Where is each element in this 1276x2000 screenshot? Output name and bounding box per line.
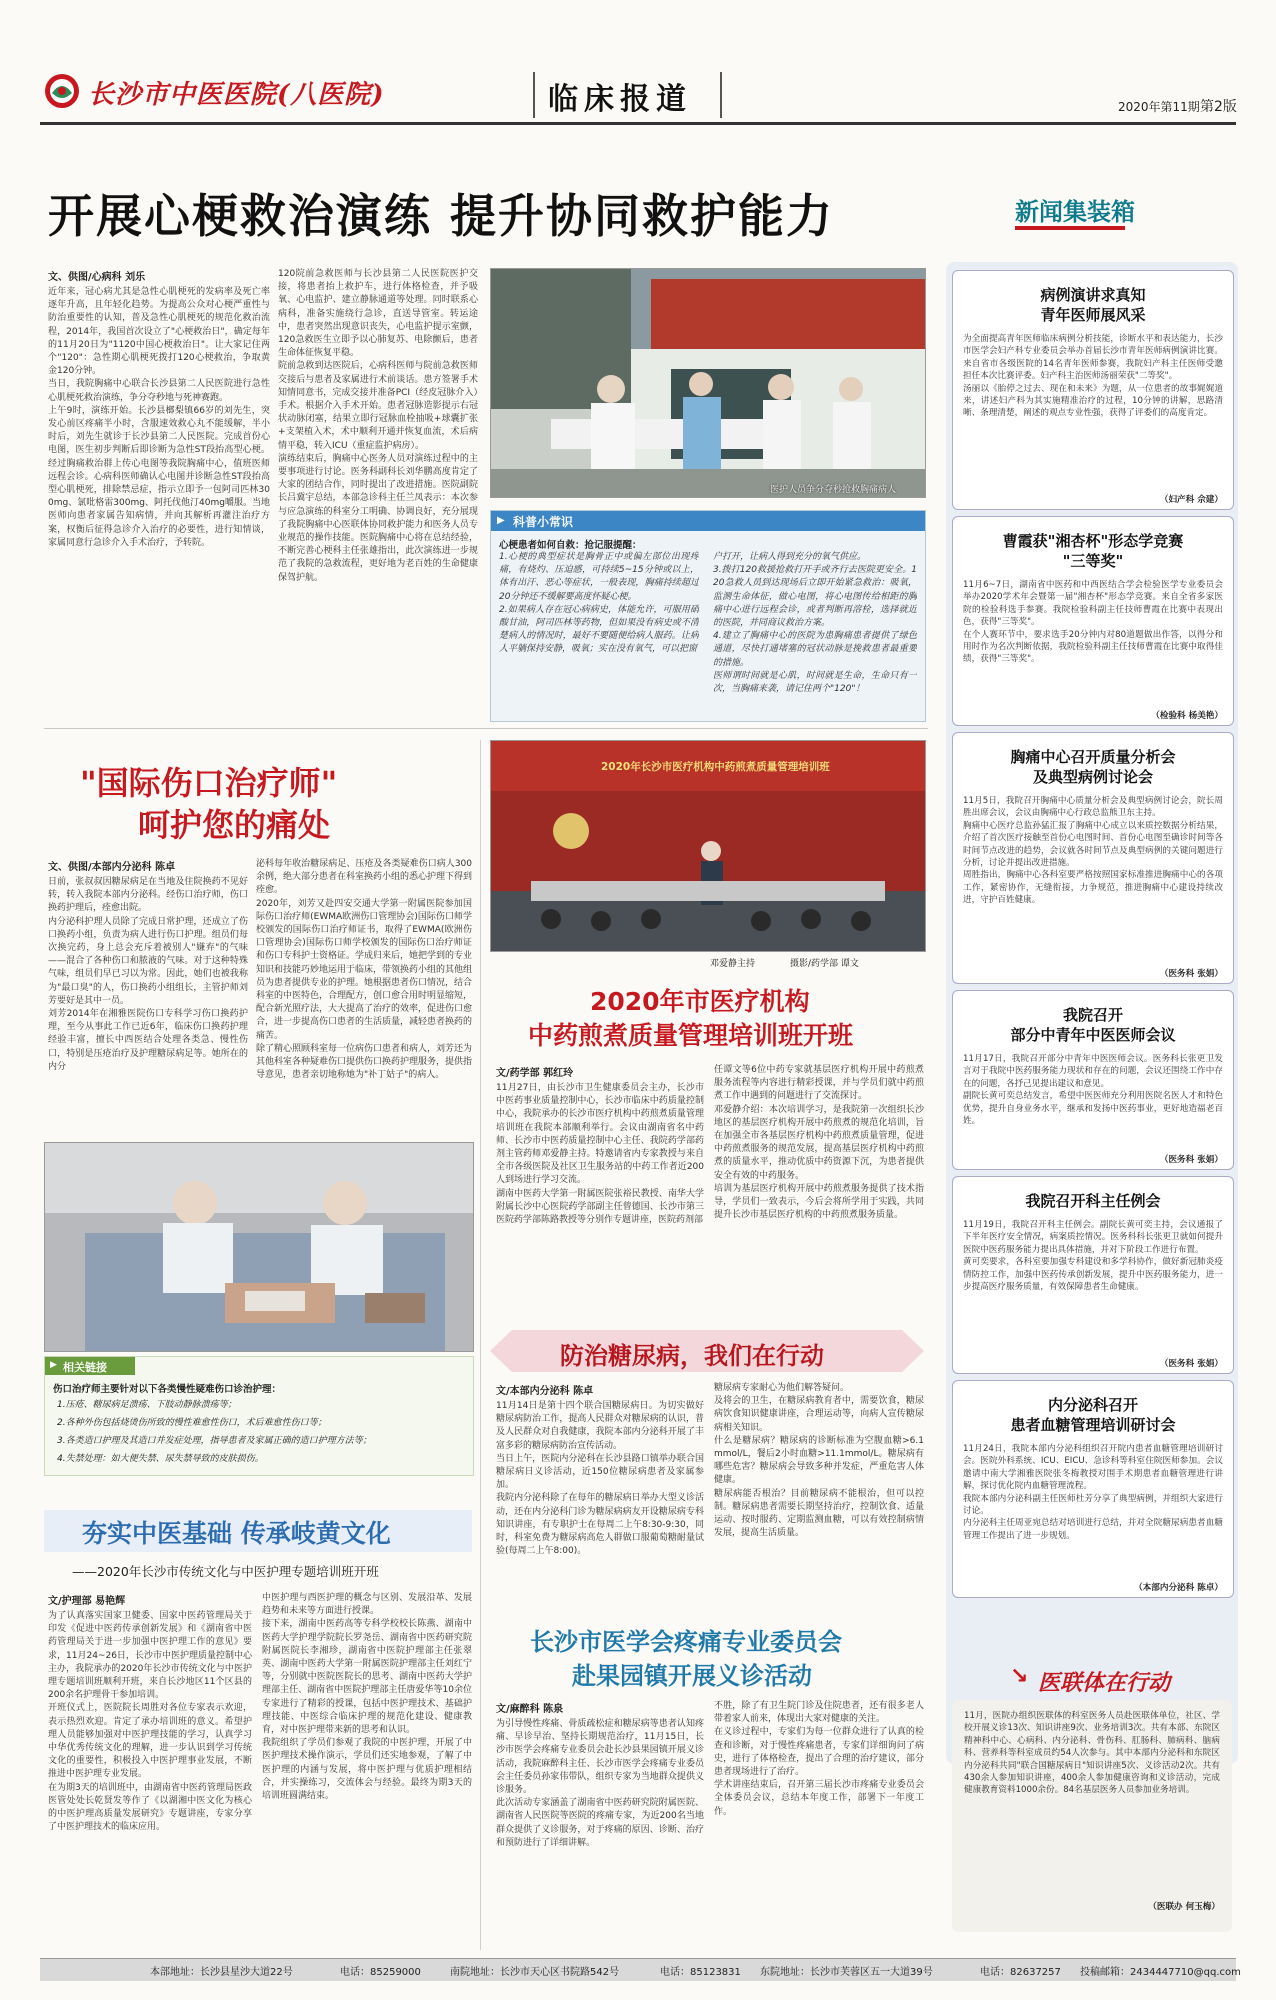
diabetes-byline: 文/本部内分泌科 陈卓: [496, 1386, 594, 1397]
hospital-logo-icon: [44, 73, 80, 109]
sidebar-item-text: 11月19日，我院召开科主任例会。副院长黄可奕主持，会议通报了下半年医疗安全情况，病案质控情况。医务科科长张更卫就如何提升医院中医药服务能力提出具体措施，并对下阶段工作进行布置。 黄可奕要求，各科室要加强专科建设和多学科协作，做好新冠肺炎疫情防控工作，加强中医药传承创新发展，提升中医药服务能力，进一步提高医疗服务质量，有效保障患者生命健康。: [963, 1220, 1223, 1293]
sidebar-item-title: "三等奖": [1062, 552, 1124, 570]
alliance-text: 11月，医院办组织医联体的科室医务人员赴医联体单位，社区、学校开展义诊13次、知识讲座9次、业务培训3次。共有本部、东院区精神科中心、心病科、内分泌科、骨伤科、肛肠科、肺病科、脑病科、营养科等科室成员约54人次参与。其中本部内分泌科和东院区内分泌科共同"联合国糖尿病日"知识讲座5次、义诊活动2次。共有430余人参加知识讲座，400余人参加健康咨询和义诊活动，完成健康教育资料1000余份。84名基层医务人员参加业务培训。: [964, 1711, 1220, 1796]
sidebar-item-morphology: [952, 516, 1234, 726]
related-link-header: [45, 1357, 135, 1375]
sidebar-item-title: 我院召开科主任例会: [1025, 1192, 1161, 1210]
science-box-title: 科普小常识: [513, 515, 574, 529]
footer-tel-south: 电话：85123831: [660, 1967, 741, 1978]
training-headline-2: 中药煎煮质量管理培训班开班: [528, 1021, 854, 1050]
tcm-headline: 夯实中医基础 传承岐黄文化: [82, 1519, 391, 1548]
pain-headline-1: 长沙市医学会疼痛专业委员会: [530, 1628, 842, 1656]
sidebar-item-title: 病例演讲求真知: [1040, 286, 1146, 304]
sidebar-item-sign: （检验科 杨美艳）: [1151, 711, 1223, 721]
tcm-col1: 为了认真落实国家卫健委、国家中医药管理局关于印发《促进中医药传承创新发展》和《湖南省中医药管理局关于进一步加强中医护理工作的意见》要求，11月24~26日，长沙市中医护理质量控制中心主办，我院承办的2020年长沙市传统文化与中医护理专题培训班顺利开班，来自长沙地区11个区县的200余名护理骨干参加培训。 开班仪式上，医院院长周胜对各位专家表示欢迎，表示热烈欢迎。肯定了承办培训班的意义。希望护理人员能够加强对中医护理技能的学习，认真学习中华优秀传统文化的理解，进一步认识到学习传统文化的重要性，积极投入中医护理事业发展，不断推进中医护理专业发展。 在为期3天的培训班中，由湖南省中医药管理局医政医管处处长乾贤发等作了《以湖湘中医文化为核心的中医护理高质量发展研究》专题讲座，专家分享了中医护理技术的临床应用。: [48, 1611, 252, 1833]
sidebar-item-dept-meeting: [952, 1176, 1234, 1374]
training-photo: [490, 740, 926, 952]
sidebar-title: 新闻集装箱: [1015, 198, 1135, 226]
main-headline: 开展心梗救治演练 提升协同救护能力: [48, 189, 835, 243]
main-article-col1: 近年来，冠心病尤其是急性心肌梗死的发病率及死亡率逐年升高，且年轻化趋势。为提高公众对心梗严重性与防治重要性的认知，普及急性心肌梗死的规范化救治流程，2014年，我国首次设立了"心梗救治日"，确定每年的11月20日为"1120中国心梗救治日"。让大家记住两个"120"：急性期心肌梗死拨打120心梗救治，争取黄金120分钟。 当日，我院胸痛中心联合长沙县第二人民医院进行急性心肌梗死救治演练，争分夺秒地与死神赛跑。 上午9时，演练开始。长沙县榔梨镇66岁的刘先生，突发心前区疼痛半小时，含服速效救心丸不能缓解，半小时后，刘先生就诊于长沙县第二人民医院。完成首份心电图，医生初步判断后即诊断为急性ST段抬高型心梗。经过胸痛救治群上传心电图等我院胸痛中心，值班医师远程会诊。心病科医师确认心电图并诊断急性ST段抬高型心肌梗死，排除禁忌症，指示立即予一包阿司匹林300mg、氯吡格雷300mg、阿托伐他汀40mg嚼服。当地医师向患者家属告知病情，并向其解析再灌注治疗方案，权衡后征得急诊介入治疗的必要性，进行知情谈，家属同意行急诊介入手术治疗，予转院。: [48, 287, 270, 548]
diabetes-banner: [490, 1330, 924, 1372]
section-divider: [44, 728, 928, 729]
sidebar-item-text: 11月5日，我院召开胸痛中心质量分析会及典型病例讨论会，院长周胜出席会议，会议由胸痛中心行政总监熊卫东主持。 胸痛中心医疗总监孙猛汇报了胸痛中心成立以来质控数据分析结果，介绍了首次医疗接触至首份心电图时间、首份心电图至确诊时间等各时间节点改进的趋势，会议就各时间节点及典型病例的关键问题进行分析，讨论并提出改进措施。 周胜指出，胸痛中心各科室要严格按照国家标准推进胸痛中心的各项工作，紧密协作，无缝衔接，力争规范，推进胸痛中心建设持续改进，守护百姓健康。: [963, 796, 1223, 906]
wound-col1: 日前，张叔叔因糖尿病足在当地及住院换药不见好转，转入我院本部内分泌科。经伤口治疗师，伤口换药护理后，痊愈出院。 内分泌科护理人员除了完成日常护理，还成立了伤口换药小组，负责为病人进行伤口护理。组员们每次换完药，身上总会充斥着被别人"嫌弃"的气味——混合了各种伤口和脓液的气味。对于这种特殊气味，组员们早已习以为常。因此，她们也被我称为"最口臭"的人，伤口换药小组组长，主管护师刘芳要好是其中一员。 刘芳2014年在湘雅医院伤口专科学习伤口换药护理，至今从事此工作已近6年，临床伤口换药护理经验丰富，擅长中西医结合处理各类急、慢性伤口，特别是压疮治疗及护理糖尿病足等。她所在的内分: [48, 877, 248, 1072]
sidebar-item-title: 我院召开: [1062, 1006, 1123, 1024]
related-item: 2.各种外伤包括烧烫伤所致的慢性难愈性伤口，术后难愈性伤口等；: [57, 1418, 327, 1428]
related-item: 3.各类造口护理及其造口并发症处理，指导患者及家属正确的造口护理方法等；: [57, 1436, 372, 1446]
sidebar-item-young-doctors: [952, 990, 1234, 1170]
diabetes-col1: 11月14日是第十四个联合国糖尿病日。为切实做好糖尿病防治工作，提高人民群众对糖尿病的认识，普及人民群众对自我健康，我院本部内分泌科开展了丰富多彩的糖尿病防治宣传活动。 当日上午，医院内分泌科在长沙县路口镇举办联合国糖尿病日义诊活动，近150位糖尿病患者及家属参加。 我院内分泌科除了在每年的糖尿病日举办大型义诊活动，还在内分泌科门诊为糖尿病病友开设糖尿病专科知识讲座，有专职护士在每周二上午8:30-9:30，同时，科室免费为糖尿病高危人群做口服葡萄糖耐量试验(每周二上午8:00)。: [496, 1401, 704, 1557]
alliance-sign: （医联办 何玉梅）: [1148, 1902, 1220, 1912]
sidebar-item-title: 内分泌科召开: [1047, 1396, 1138, 1414]
footer-tel-east: 电话：82637257: [980, 1967, 1061, 1978]
science-col1: 1.心梗的典型症状是胸骨正中或偏左部位出现疼痛，有烧灼、压迫感，可持续5~15分钟或以上，体有出汗、恶心等症状，一般表现，胸痛持续超过20分钟还不缓解要高度怀疑心梗。 2.如果病人存在冠心病病史，体能允许，可服用硝酸甘油，阿司匹林等药物，但如果没有病史或不清楚病人的情况时，最好不要随便给病人服药。让病人平躺保持安静，吸氧；实在没有氧气，可以把窗: [499, 552, 699, 655]
alliance-header: [1010, 1664, 1230, 1694]
masthead-divider: [533, 72, 535, 118]
sidebar-item-sign: （本部内分泌科 陈卓）: [1134, 1583, 1223, 1593]
wound-byline: 文、供图/本部内分泌科 陈卓: [48, 862, 176, 873]
science-box: [490, 510, 926, 722]
arrow-icon: ↘: [1010, 1664, 1029, 1689]
pain-col1: 为引导慢性疼痛、骨质疏松症和糖尿病等患者认知疼痛、早诊早治、坚持长期规范治疗，11月15日，长沙市医学会疼痛专业委员会赴长沙县果园镇开展义诊活动，我院麻醉科主任、长沙市医学会疼痛专业委员会主任委员孙家伟带队，组织专家为当地群众提供义诊服务。 此次活动专家涵盖了湖南省中医药研究院附属医院、湖南省人民医院等医院的疼痛专家，为近200名当地群众提供了义诊服务，对于疼痛的原因、诊断、治疗和预防进行了详细讲解。: [496, 1719, 704, 1848]
sidebar-item-title: 患者血糖管理培训研讨会: [1010, 1416, 1176, 1434]
footer-address-east: 东院地址：长沙市芙蓉区五一大道39号: [760, 1967, 933, 1978]
sidebar-item-sign: （医务科 张娟）: [1159, 1359, 1223, 1369]
footer-address-south: 南院地址：长沙市天心区书院路542号: [450, 1967, 620, 1978]
pain-headline-2: 赴果园镇开展义诊活动: [572, 1662, 812, 1690]
wound-col2: 泌科每年收治糖尿病足、压疮及各类疑难伤口病人300余例，绝大部分患者在科室换药小组的悉心护理下得到痊愈。 2020年，刘芳又赴四安交通大学第一附属医院参加国际伤口治疗师(EWMA欧洲伤口管理协会)国际伤口师学校颁发的国际伤口治疗师证书，取得了EWMA(欧洲伤口管理协会)国际伤口师学校颁发的国际伤口治疗师证和伤口专科护士资格证。学成归来后，她把学到的专业知识和技能巧妙地运用于临床，带领换药小组的其他组员为患者提供专业的护理。她根据患者伤口情况，结合科室的中医特色，合理配方，创口愈合用时明显缩短，配合新光照疗法，大大提高了治疗的效率，促进伤口愈合，进一步提高伤口患者的生活质量，减轻患者换药的痛苦。 除了精心照顾科室每一位病伤口患者和病人，刘芳还为其他科室各种疑难伤口提供伤口换药护理服务，提供指导意见，患者亲切地称她为"补丁姑子"的病人。: [256, 859, 472, 1081]
sidebar-item-case-speech: [952, 270, 1234, 510]
related-link-title: 相关链接: [63, 1361, 107, 1374]
masthead: [0, 0, 1276, 128]
alliance-box: [952, 1700, 1232, 1932]
main-article-col2: 120院前急救医师与长沙县第二人民医院医护交接，将患者抬上救护车，进行体格检查，并予吸氧、心电监护、建立静脉通道等处理。同时联系心病科，准备实施绕行急诊，直送导管室。转运途中，患者突然出现意识丧失，心电监护提示室颤，120急救医生立即予以心肺复苏、电除颤后，患者生命体征恢复平稳。 院前急救到达医院后，心病科医师与院前急救医师交接后与患者及家属进行术前谈话。患方签署手术知情同意书，完成交接并准备PCI（经皮冠脉介入）手术。根据介入手术开始。患者冠脉造影提示右冠状动脉闭塞，结果立即行冠脉血栓抽吸+球囊扩张+支架植入术，术中顺利开通并恢复血流，术后病情平稳，转入ICU（重症监护病房）。 演练结束后，胸痛中心医务人员对演练过程中的主要事项进行讨论。医务科副科长刘华鹏高度肯定了大家的团结合作，同时提出了改进措施。医院副院长吕冀宇总结，本部急诊科主任兰凤表示：本次参与应急演练的科室分工明确、协调良好，充分展现了我院胸痛中心医联体协同救护能力和医务人员专业规范的操作技能。医院胸痛中心将在总结经验，不断完善心梗科主任张雄指出，此次演练进一步规范了我院的急救流程，更好地为老百姓的生命健康保驾护航。: [278, 269, 478, 583]
science-col2: 户打开，让病人得到充分的氧气供应。 3.拨打120救援抢救打开手或齐行去医院更安全。120急救人员到达现场后立即开始紧急救治：吸氧，监测生命体征，做心电图，将心电图传给相距的胸痛中心进行远程会诊，或者判断再溶栓，选择就近的医院，并同商议救治方案。 4.建立了胸痛中心的医院为患胸痛患者提供了绿色通道，尽快打通堵塞的冠状动脉是挽救患者最重要的措施。 医师谓时间就是心肌，时间就是生命，生命只有一次，当胸痛来袭，请记住两个"120"！: [713, 552, 917, 695]
main-byline: 文、供图/心病科 刘乐: [48, 272, 146, 283]
related-link-heading: 伤口治疗师主要针对以下各类慢性疑难伤口诊治护理：: [53, 1384, 282, 1395]
training-photo-credit: 摄影/药学部 谭文: [790, 959, 859, 969]
hospital-name: 长沙市中医医院(八医院): [88, 80, 385, 110]
science-box-header: [491, 511, 925, 531]
wound-care-photo: [44, 1142, 474, 1352]
sidebar-item-text: 为全面提高青年医师临床病例分析技能，诊断水平和表达能力，长沙市医学会妇产科专业委员会举办首届长沙市青年医师病例演讲比赛。来自省市各级医院的14名青年医师参赛，我院妇产科主任医师受邀担任本次比赛评委。妇产科主治医师汤丽荣获"二等奖"。 汤丽以《胎停之过去、现在和未来》为题，从一位患者的故事娓娓道来，讲述妇产科为其实施精准治疗的过程，10分钟的讲解，思路清晰、条理清楚，阐述的观点专业性强，获得了评委们的高度肯定。: [963, 334, 1223, 419]
triangle-icon: ▶: [50, 1360, 57, 1370]
footer-address-main: 本部地址：长沙县星沙大道22号: [150, 1967, 293, 1978]
sidebar-item-sign: （医务科 张娟）: [1159, 969, 1223, 979]
tcm-byline: 文/护理部 易艳辉: [48, 1596, 126, 1607]
sidebar-item-title: 曹霞获"湘杏杯"形态学竞赛: [1002, 532, 1184, 550]
wound-headline-1: "国际伤口治疗师": [80, 764, 338, 802]
wound-headline-2: 呵护您的痛处: [138, 806, 331, 844]
sidebar-title-underline: [1015, 226, 1125, 230]
training-photo-caption: 邓爱静主持: [710, 959, 756, 969]
sidebar-item-sign: （妇产科 佘建）: [1159, 495, 1223, 505]
sidebar-item-text: 11月24日，我院本部内分泌科组织召开院内患者血糖管理培训研讨会。医院外科系统、ICU、EICU、急诊科等科室住院医师参加。会议邀请中南大学湘雅医院张冬梅教授对围手术期患者血糖管理进行讲解，探讨优化院内血糖管理流程。 我院本部内分泌科副主任医师杜芳分享了典型病例，并组织大家进行讨论。 内分泌科主任周亚宛总结对培训进行总结，并对全院糖尿病患者血糖管理工作提出了进一步规划。: [963, 1444, 1223, 1541]
alliance-title: 医联体在行动: [1038, 1671, 1171, 1696]
sidebar-item-title: 部分中青年中医医师会议: [1010, 1026, 1176, 1044]
footer-tel-main: 电话：85259000: [340, 1967, 421, 1978]
sidebar-item-title: 青年医师展风采: [1040, 306, 1146, 324]
tcm-subheadline: ——2020年长沙市传统文化与中医护理专题培训班开班: [72, 1564, 379, 1579]
masthead-rule: [40, 122, 1236, 125]
training-banner-text: 2020年长沙市医疗机构中药煎煮质量管理培训班: [601, 761, 830, 773]
page-number: 第2版: [1200, 99, 1237, 115]
footer-email: 投稿邮箱：2434447710@qq.com: [1080, 1967, 1241, 1978]
sidebar-item-text: 11月6~7日，湖南省中医药和中西医结合学会检验医学专业委员会举办2020学术年会暨第一届"湘杏杯"形态学竞赛。来自全省多家医院的检验科选手参赛。我院检验科副主任技师曹霞在比赛中表现出色，获得"三等奖"。 在个人赛环节中，要求选手20分钟内对80道题做出作答，以得分和用时作为名次判断依据，我院检验科副主任技师曹霞在比赛中取得佳绩，获得"三等奖"。: [963, 580, 1223, 665]
sidebar-item-chest-pain: [952, 732, 1234, 984]
related-link-box: [44, 1356, 474, 1476]
training-col2: 任谭文等6位中药专家就基层医疗机构开展中药煎煮服务流程等内容进行精彩授课，并与学员们就中药煎煮工作中遇到的问题进行了交流探讨。 邓爱静介绍：本次培训学习，是我院第一次组织长沙地区的基层医疗机构开展中药煎煮的规范化培训，旨在加强全市各基层医疗机构中药煎煮质量管理，促进中药煎煮服务的规范发展，提高基层医疗机构中药煎煮的质量水平，推动优质中药资源下沉，为患者提供安全有效的中药服务。 培训为基层医疗机构开展中药煎煮服务提供了技术指导，学员们一致表示，今后会将所学用于实践，共同提升长沙市基层医疗机构的中药煎煮服务质量。: [714, 1065, 924, 1221]
column-divider: [480, 740, 481, 1950]
training-col1: 11月27日，由长沙市卫生健康委员会主办，长沙市中医药事业质量控制中心，长沙市临床中药质量控制中心，我院承办的长沙市医疗机构中药煎煮质量管理培训班在我院本部顺利举行。会议由湖南省名中药师、长沙市中医药质量控制中心主任、我院药学部药剂主管药师邓爱静主持。特邀请省内专家教授与来自全市各级医院及社区卫生服务站的中药工作者近200人到场进行学习交流。 湖南中医药大学第一附属医院张裕民教授、南华大学附属长沙中心医院药学部副主任曾德国、长沙市第三医院药学部陈路教授等分别作专题讲座，医院药剂部: [496, 1083, 704, 1226]
tcm-banner: [44, 1510, 472, 1552]
ambulance-photo: [490, 268, 926, 498]
ambulance-photo-caption: 医护人员争分夺秒抢救胸痛病人: [770, 485, 897, 495]
sidebar-item-glucose-training: [952, 1380, 1234, 1598]
tcm-col2: 中医护理与西医护理的概念与区别、发展沿革、发展趋势和未来等方面进行授课。 接下来，湖南中医药高等专科学校校长陈燕、湖南中医药大学护理学院院长罗尧岳、湖南省中医药研究院附属医院长李湘珍，湖南省中医院护理部主任张翠英、湖南中医药大学第一附属医院护理部主任刘红宁等，分别就中医院医院长的思考、湖南中医药大学护理部主任、湖南省中医院护理部主任唐爱华等10余位专家进行了精彩的授课，包括中医护理技术、基础护理技能、中医综合临床护理的规范化建设、健康教育，对中医护理带来新的思考和认识。 我院组织了学员们参观了我院的中医护理，开展了中医护理技术操作演示，学员们还实地参观，了解了中医护理的内涵与发展，将中医护理与优质护理相结合，并实操练习，交流体会与经验。最终为期3天的培训班圆满结束。: [262, 1593, 472, 1802]
training-byline: 文/药学部 郭红玲: [496, 1068, 574, 1079]
diabetes-headline: 防治糖尿病，我们在行动: [560, 1342, 824, 1370]
sidebar-item-text: 11月17日，我院召开部分中青年中医医师会议。医务科长张更卫发言对于我院中医药服务能力现状和存在的问题，会议还围绕工作中存在的问题，各抒己见提出建议和意见。 副院长黄可奕总结发言，希望中医医师充分利用医院名医人才和特色优势，提升自身业务水平，继承和发扬中医药事业，更好地造福老百姓。: [963, 1054, 1223, 1127]
masthead-divider: [720, 72, 722, 118]
pain-col2: 不胜，除了有卫生院门诊及住院患者，还有很多老人带着家人前来，体现出大家对健康的关注。 在义诊过程中，专家们为每一位群众进行了认真的检查和诊断，对于慢性疼痛患者，专家们详细询问了病史，进行了体格检查，提出了合理的治疗建议，部分患者现场进行了治疗。 学术讲座结束后，召开第三届长沙市疼痛专业委员会全体委员会议，总结本年度工作，部署下一年度工作。: [714, 1701, 924, 1817]
related-item: 1.压疮、糖尿病足溃疡、下肢动静脉溃疡等；: [57, 1400, 237, 1410]
sidebar-item-title: 及典型病例讨论会: [1032, 768, 1153, 786]
sidebar-item-sign: （医务科 张娟）: [1159, 1155, 1223, 1165]
sidebar-item-title: 胸痛中心召开质量分析会: [1010, 748, 1176, 766]
science-heading: 心梗患者如何自救：抢记服提醒：: [499, 540, 642, 551]
footer: [40, 1958, 1241, 1981]
training-headline-1: 2020年市医疗机构: [590, 987, 810, 1016]
issue-number: 2020年第11期: [1118, 100, 1200, 114]
triangle-icon: ▶: [497, 515, 505, 526]
pain-byline: 文/麻醉科 陈泉: [496, 1704, 564, 1715]
related-item: 4.失禁处理：如大便失禁、尿失禁导致的皮肤损伤。: [57, 1454, 264, 1464]
section-title: 临床报道: [548, 82, 692, 117]
diabetes-col2: 糖尿病专家耐心为他们解答疑问。 及将会的卫生，在糖尿病教育者中，需要饮食，糖尿病饮食知识健康讲座，合理运动等，向病人宣传糖尿病相关知识。 什么是糖尿病？糖尿病的诊断标准为空腹血糖>6.1mmol/L，餐后2小时血糖>11.1mmol/L。糖尿病有哪些危害？糖尿病会导致多种并发症，严重危害人体健康。 糖尿病能否根治？目前糖尿病不能根治，但可以控制。糖尿病患者需要长期坚持治疗，控制饮食、适量运动、按时服药、定期监测血糖，可以有效控制病情发展，提高生活质量。: [714, 1383, 924, 1539]
